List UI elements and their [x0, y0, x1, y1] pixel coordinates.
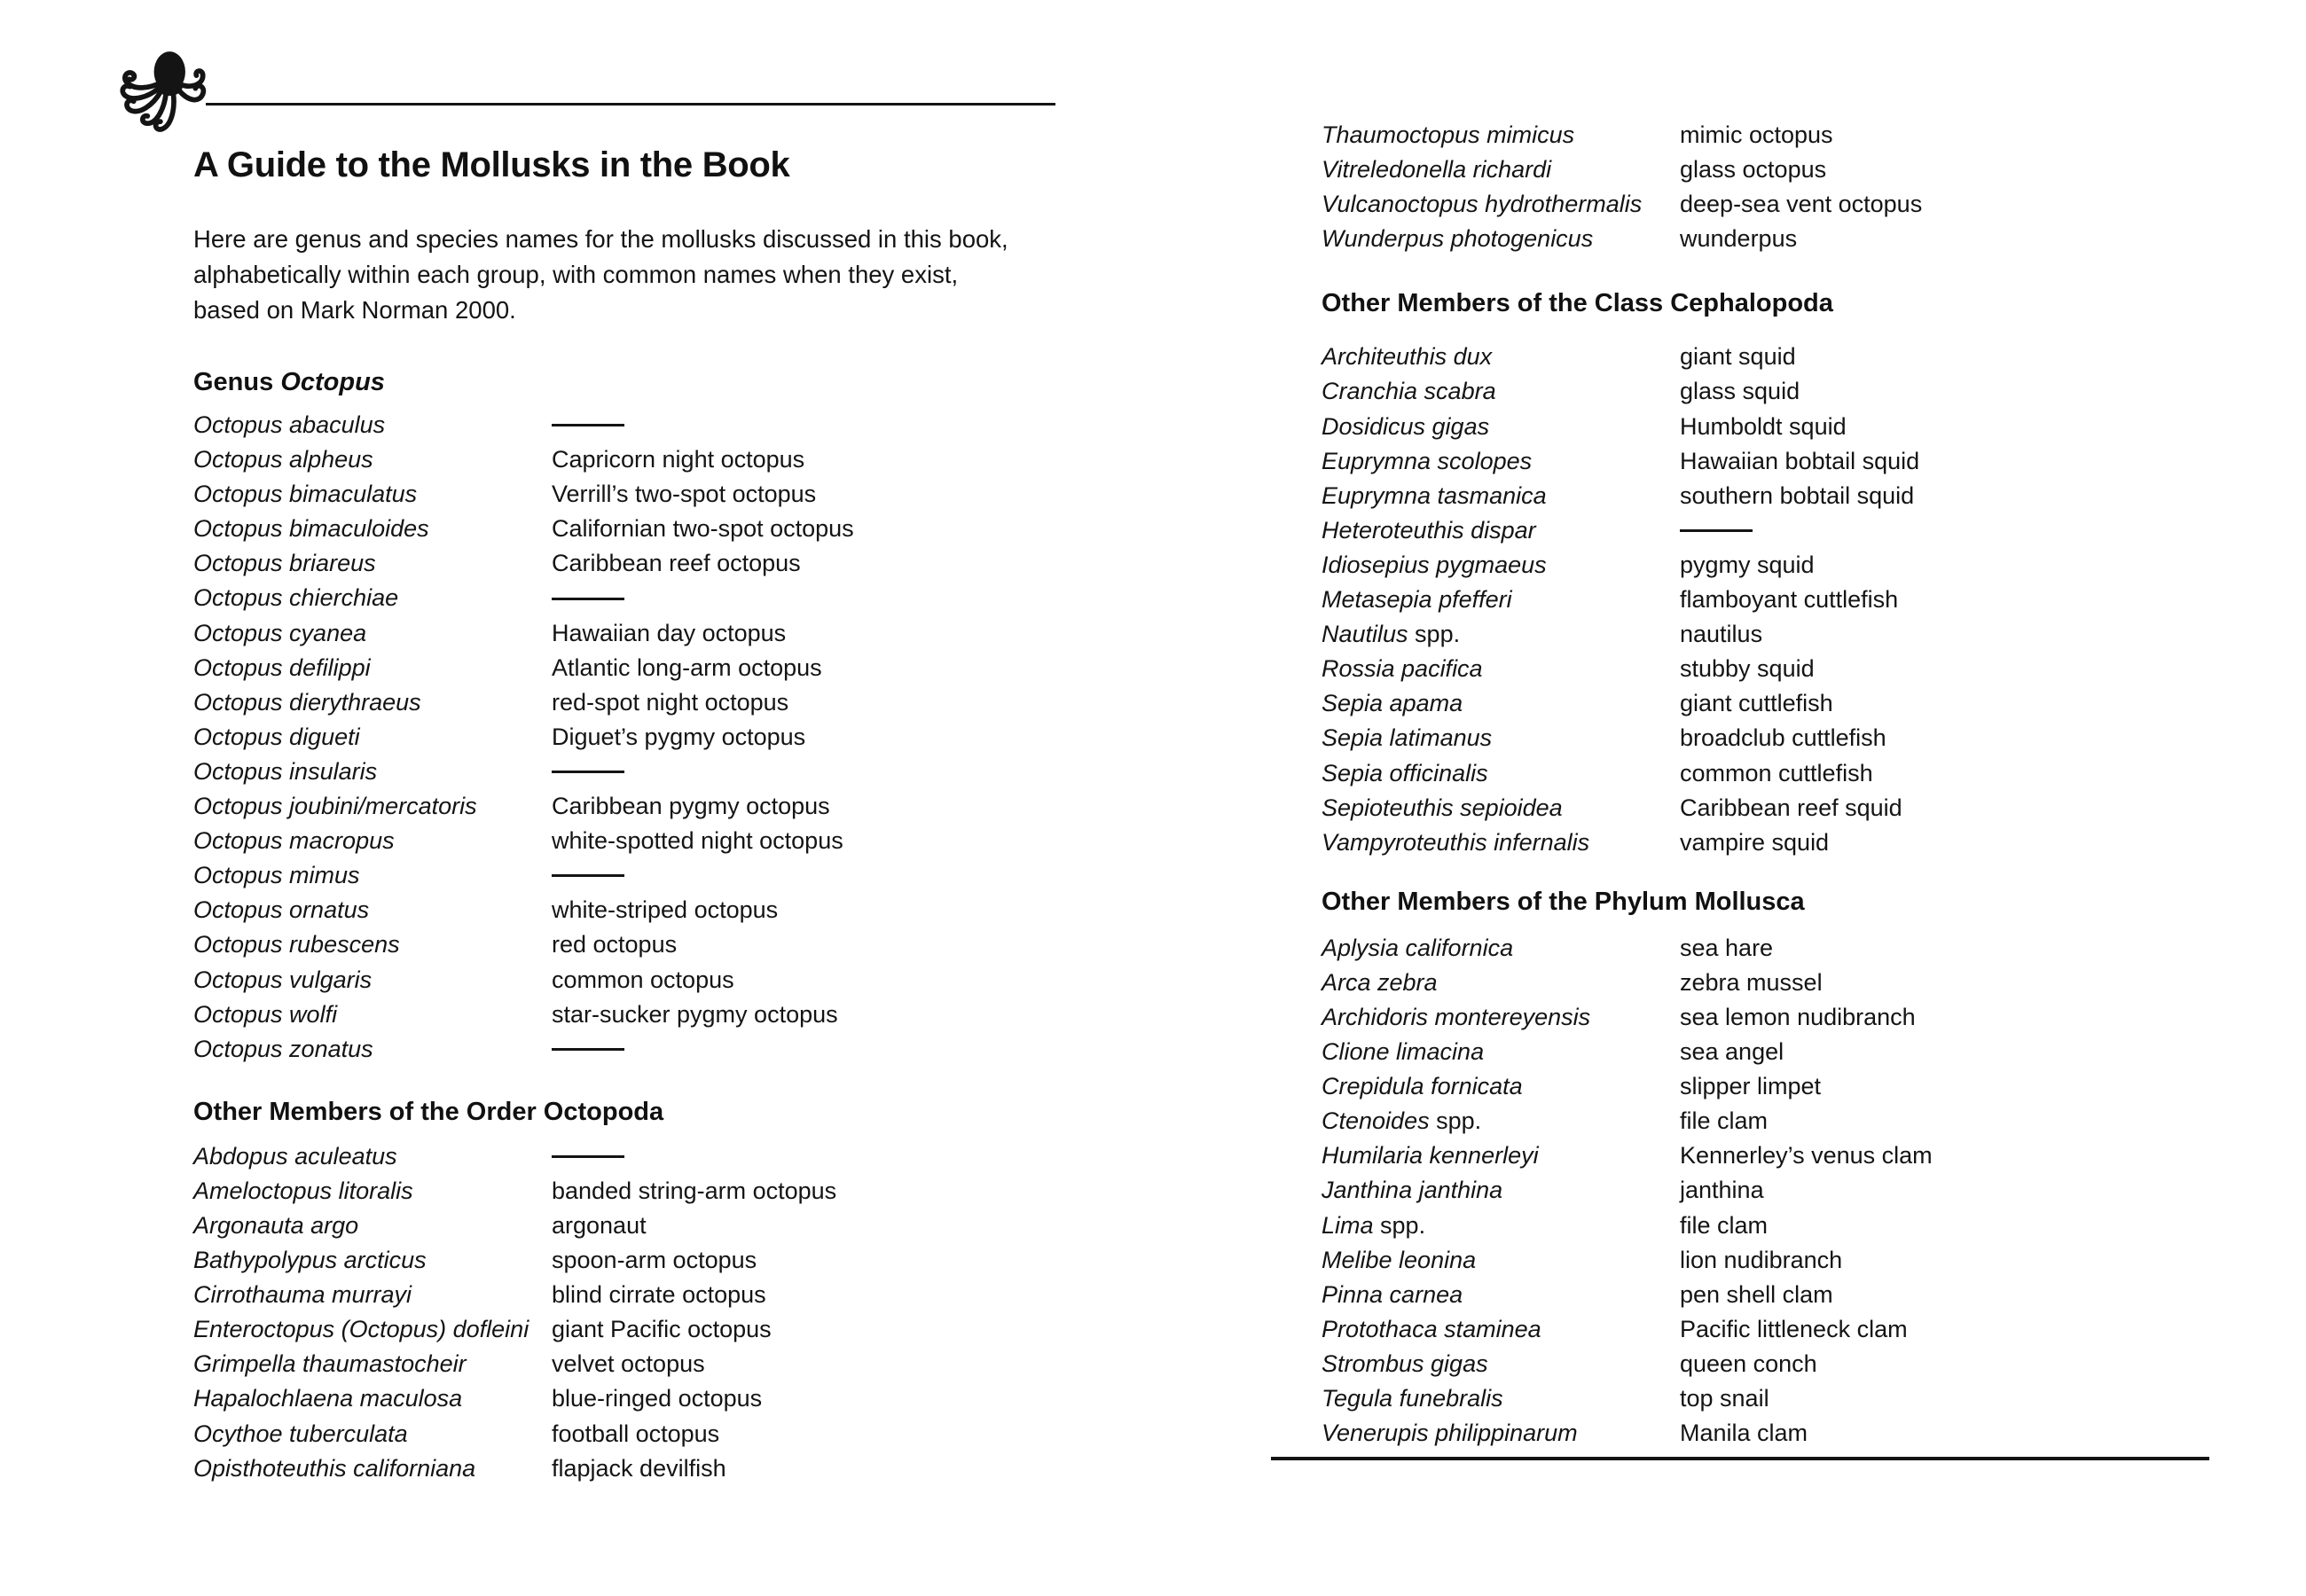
species-entry-row — [1322, 340, 2226, 374]
species-entry-row — [1322, 1347, 2226, 1381]
species-name — [193, 858, 552, 893]
common-name: vampire squid — [1680, 828, 1830, 856]
common-name: Caribbean pygmy octopus — [552, 793, 830, 820]
species-entry-row — [193, 581, 1151, 615]
species-entry-row — [1322, 1209, 2226, 1243]
common-name: Hawaiian bobtail squid — [1680, 447, 1920, 474]
species-name-italic: Vulcanoctopus hydrothermalis — [1322, 191, 1643, 218]
intro-paragraph — [193, 222, 1045, 328]
species-name — [193, 616, 552, 651]
species-name-italic: Crepidula fornicata — [1322, 1073, 1523, 1100]
species-entry-row — [193, 789, 1151, 824]
species-list-section — [1322, 288, 2226, 859]
species-entry-row — [1322, 118, 2226, 153]
species-name — [193, 1139, 552, 1174]
species-name-italic: Cirrothauma murrayi — [193, 1281, 412, 1309]
common-name: Hawaiian day octopus — [552, 619, 787, 646]
species-name-italic: Tegula funebralis — [1322, 1385, 1503, 1412]
species-name-italic: Cranchia scabra — [1322, 378, 1496, 405]
species-name — [193, 720, 552, 755]
common-name: janthina — [1680, 1177, 1764, 1204]
species-entry-row — [193, 616, 1151, 651]
species-list-section — [1322, 118, 2226, 256]
species-entry-row — [1322, 479, 2226, 513]
species-name — [193, 1278, 552, 1312]
species-list-section — [193, 1097, 1151, 1486]
species-name-italic: Enteroctopus (Octopus) dofleini — [193, 1316, 529, 1343]
species-name-roman-suffix: spp. — [1373, 1211, 1426, 1239]
species-entry-row — [193, 1451, 1151, 1486]
species-entry-row — [1322, 617, 2226, 652]
species-name-italic: Archidoris montereyensis — [1322, 1003, 1591, 1030]
species-name — [193, 893, 552, 927]
species-entry-row — [193, 1278, 1151, 1312]
species-name-italic: Melibe leonina — [1322, 1246, 1477, 1273]
species-name-italic: Thaumoctopus mimicus — [1322, 121, 1575, 148]
species-name-roman-suffix: spp. — [1408, 621, 1461, 648]
species-name-italic: Pinna carnea — [1322, 1280, 1463, 1308]
species-name — [1322, 187, 1680, 222]
species-name-italic: Aplysia californica — [1322, 934, 1514, 961]
common-name: lion nudibranch — [1680, 1246, 1843, 1273]
intro-line: alphabetically within each group, with common names when they exist, — [193, 261, 959, 288]
species-rows — [193, 408, 1151, 1067]
species-entry-row — [1322, 187, 2226, 222]
section-heading-text: Genus — [193, 368, 281, 396]
no-common-name-dash — [552, 598, 624, 600]
species-entry-row — [1322, 410, 2226, 444]
species-entry-row — [1322, 548, 2226, 583]
species-name — [1322, 583, 1680, 617]
common-name: flapjack devilfish — [552, 1454, 726, 1482]
species-entry-row — [1322, 825, 2226, 860]
species-name — [193, 1451, 552, 1486]
species-entry-row — [1322, 1069, 2226, 1104]
section-heading-italic-text: Octopus — [280, 368, 385, 396]
species-name — [193, 408, 552, 442]
page-title: A Guide to the Mollusks in the Book — [193, 145, 790, 184]
common-name: pen shell clam — [1680, 1280, 1833, 1308]
species-entry-row — [193, 927, 1151, 962]
species-entry-row — [193, 477, 1151, 512]
common-name: Diguet’s pygmy octopus — [552, 723, 806, 750]
species-rows — [1322, 340, 2226, 859]
species-name-italic: Octopus bimaculoides — [193, 515, 429, 543]
common-name: star-sucker pygmy octopus — [552, 1000, 838, 1028]
species-name — [193, 1312, 552, 1347]
common-name: giant Pacific octopus — [552, 1316, 772, 1343]
species-name-italic: Grimpella thaumastocheir — [193, 1350, 467, 1378]
common-name: mimic octopus — [1680, 121, 1833, 148]
species-entry-row — [193, 824, 1151, 858]
common-name: flamboyant cuttlefish — [1680, 586, 1899, 614]
no-common-name-dash — [552, 1155, 624, 1158]
section-heading-text: Other Members of the Order Octopoda — [193, 1097, 664, 1126]
common-name: Humboldt squid — [1680, 412, 1847, 440]
species-name — [1322, 1312, 1680, 1347]
section-heading — [1322, 288, 2226, 318]
species-entry-row — [1322, 1312, 2226, 1347]
common-name: nautilus — [1680, 621, 1763, 648]
species-entry-row — [193, 1032, 1151, 1067]
common-name: Caribbean reef squid — [1680, 794, 1902, 821]
common-name: Atlantic long-arm octopus — [552, 653, 822, 681]
common-name: Manila clam — [1680, 1420, 1808, 1447]
species-name-italic: Janthina janthina — [1322, 1177, 1503, 1204]
species-name — [1322, 1138, 1680, 1173]
species-entry-row — [1322, 513, 2226, 548]
species-entry-row — [193, 858, 1151, 893]
common-name: Kennerley’s venus clam — [1680, 1142, 1933, 1170]
species-entry-row — [1322, 1381, 2226, 1416]
species-name-italic: Octopus mimus — [193, 862, 360, 889]
species-entry-row — [1322, 966, 2226, 1000]
common-name: glass octopus — [1680, 156, 1827, 184]
species-name — [1322, 1347, 1680, 1381]
species-entry-row — [193, 546, 1151, 581]
common-name: deep-sea vent octopus — [1680, 191, 1923, 218]
species-name — [1322, 825, 1680, 860]
species-entry-row — [193, 963, 1151, 998]
species-entry-row — [1322, 1138, 2226, 1173]
species-entry-row — [1322, 1000, 2226, 1035]
common-name: zebra mussel — [1680, 968, 1823, 996]
species-name — [1322, 966, 1680, 1000]
common-name: queen conch — [1680, 1350, 1817, 1377]
species-entry-row — [193, 755, 1151, 789]
species-name-italic: Octopus defilippi — [193, 653, 371, 681]
species-name-italic: Octopus wolfi — [193, 1000, 338, 1028]
species-entry-row — [193, 720, 1151, 755]
common-name: Pacific littleneck clam — [1680, 1315, 1908, 1342]
common-name: football octopus — [552, 1420, 720, 1447]
no-common-name-dash — [552, 771, 624, 773]
species-name-italic: Nautilus — [1322, 621, 1408, 648]
species-entry-row — [193, 1209, 1151, 1243]
species-entry-row — [1322, 1243, 2226, 1278]
species-name-italic: Protothaca staminea — [1322, 1315, 1541, 1342]
species-name-italic: Euprymna scolopes — [1322, 447, 1533, 474]
right-column-sections — [1322, 118, 2226, 1451]
species-list-section — [193, 367, 1151, 1067]
common-name: common octopus — [552, 966, 734, 993]
species-name-italic: Clione limacina — [1322, 1038, 1485, 1066]
species-name — [1322, 374, 1680, 409]
species-entry-row — [1322, 756, 2226, 791]
species-name-italic: Octopus alpheus — [193, 446, 373, 473]
species-rows — [1322, 931, 2226, 1451]
species-name-italic: Argonauta argo — [193, 1211, 359, 1239]
species-rows — [1322, 118, 2226, 256]
species-name — [1322, 410, 1680, 444]
species-entry-row — [1322, 222, 2226, 256]
species-name — [1322, 1416, 1680, 1451]
species-entry-row — [1322, 374, 2226, 409]
common-name: broadclub cuttlefish — [1680, 724, 1886, 752]
species-name-italic: Euprymna tasmanica — [1322, 481, 1547, 509]
species-name-italic: Sepia officinalis — [1322, 759, 1488, 786]
species-entry-row — [1322, 153, 2226, 187]
species-entry-row — [193, 512, 1151, 546]
right-column — [1322, 0, 2226, 1451]
species-name — [1322, 1104, 1680, 1138]
common-name: spoon-arm octopus — [552, 1247, 757, 1274]
common-name: giant squid — [1680, 343, 1796, 371]
common-name: sea angel — [1680, 1038, 1784, 1066]
no-common-name-dash — [552, 874, 624, 877]
species-name — [1322, 222, 1680, 256]
species-name — [1322, 931, 1680, 966]
species-entry-row — [193, 1417, 1151, 1451]
species-name-italic: Ctenoides — [1322, 1107, 1430, 1135]
species-entry-row — [193, 998, 1151, 1032]
species-name — [1322, 1381, 1680, 1416]
species-name-italic: Architeuthis dux — [1322, 343, 1493, 371]
common-name: pygmy squid — [1680, 551, 1815, 578]
common-name: red-spot night octopus — [552, 688, 789, 716]
species-name-italic: Venerupis philippinarum — [1322, 1420, 1578, 1447]
common-name: top snail — [1680, 1385, 1769, 1412]
species-name-italic: Idiosepius pygmaeus — [1322, 551, 1547, 578]
common-name: Capricorn night octopus — [552, 446, 805, 473]
species-entry-row — [193, 1243, 1151, 1278]
species-entry-row — [193, 893, 1151, 927]
no-common-name-dash — [552, 424, 624, 426]
common-name: file clam — [1680, 1211, 1769, 1239]
common-name: slipper limpet — [1680, 1073, 1822, 1100]
species-name — [193, 1381, 552, 1416]
species-name — [193, 1347, 552, 1381]
species-name — [1322, 791, 1680, 825]
species-name-italic: Octopus ornatus — [193, 896, 370, 924]
species-name-italic: Lima — [1322, 1211, 1374, 1239]
species-name — [1322, 340, 1680, 374]
species-name — [193, 1243, 552, 1278]
species-name-italic: Wunderpus photogenicus — [1322, 225, 1594, 253]
species-name-italic: Rossia pacifica — [1322, 655, 1483, 683]
species-name-italic: Octopus vulgaris — [193, 966, 373, 993]
species-name-italic: Sepioteuthis sepioidea — [1322, 794, 1563, 821]
species-name — [1322, 118, 1680, 153]
species-name-italic: Opisthoteuthis californiana — [193, 1454, 476, 1482]
common-name: stubby squid — [1680, 655, 1815, 683]
species-name-italic: Vampyroteuthis infernalis — [1322, 828, 1590, 856]
species-name — [1322, 1000, 1680, 1035]
species-name-italic: Dosidicus gigas — [1322, 412, 1490, 440]
species-name — [1322, 1035, 1680, 1069]
species-entry-row — [1322, 791, 2226, 825]
common-name: white-striped octopus — [552, 896, 779, 924]
species-name — [1322, 756, 1680, 791]
species-name — [193, 998, 552, 1032]
section-heading — [193, 1097, 1151, 1127]
species-name — [193, 581, 552, 615]
common-name: blue-ringed octopus — [552, 1385, 763, 1412]
species-name-italic: Octopus digueti — [193, 723, 360, 750]
species-entry-row — [1322, 583, 2226, 617]
section-heading — [1322, 887, 2226, 917]
species-entry-row — [1322, 1278, 2226, 1312]
common-name: file clam — [1680, 1107, 1769, 1135]
species-name — [1322, 721, 1680, 755]
species-name — [193, 512, 552, 546]
species-name-italic: Octopus macropus — [193, 827, 395, 855]
species-name — [193, 927, 552, 962]
species-name — [193, 546, 552, 581]
species-name — [193, 755, 552, 789]
species-name-italic: Octopus zonatus — [193, 1035, 373, 1062]
common-name: glass squid — [1680, 378, 1800, 405]
intro-line: based on Mark Norman 2000. — [193, 296, 516, 324]
species-name-roman-suffix: spp. — [1429, 1107, 1482, 1135]
species-name — [1322, 617, 1680, 652]
species-name-italic: Octopus chierchiae — [193, 584, 399, 612]
species-entry-row — [1322, 444, 2226, 479]
common-name: wunderpus — [1680, 225, 1798, 253]
common-name: common cuttlefish — [1680, 759, 1873, 786]
species-name — [1322, 444, 1680, 479]
species-name-italic: Heteroteuthis dispar — [1322, 516, 1536, 544]
species-entry-row — [193, 1174, 1151, 1209]
species-name — [1322, 513, 1680, 548]
common-name: Californian two-spot octopus — [552, 515, 854, 543]
species-name — [193, 824, 552, 858]
section-heading-text: Other Members of the Phylum Mollusca — [1322, 887, 1805, 916]
species-name-italic: Octopus joubini/mercatoris — [193, 793, 477, 820]
species-name — [193, 1209, 552, 1243]
species-name-italic: Arca zebra — [1322, 968, 1438, 996]
species-name-italic: Vitreledonella richardi — [1322, 156, 1552, 184]
species-name-italic: Octopus rubescens — [193, 931, 400, 958]
species-name-italic: Metasepia pfefferi — [1322, 586, 1512, 614]
common-name: argonaut — [552, 1211, 647, 1239]
species-name — [193, 963, 552, 998]
common-name: Caribbean reef octopus — [552, 550, 801, 577]
common-name: white-spotted night octopus — [552, 827, 843, 855]
species-name — [193, 1417, 552, 1451]
species-name-italic: Sepia apama — [1322, 690, 1463, 717]
species-entry-row — [193, 1381, 1151, 1416]
species-name-italic: Bathypolypus arcticus — [193, 1247, 427, 1274]
species-entry-row — [193, 685, 1151, 720]
common-name: red octopus — [552, 931, 678, 958]
no-common-name-dash — [1680, 529, 1753, 532]
species-name — [193, 1032, 552, 1067]
species-name — [1322, 1209, 1680, 1243]
species-entry-row — [1322, 652, 2226, 686]
species-entry-row — [193, 442, 1151, 477]
species-name — [193, 789, 552, 824]
species-name-italic: Ocythoe tuberculata — [193, 1420, 408, 1447]
species-rows — [193, 1139, 1151, 1486]
left-column-sections — [193, 367, 1151, 1486]
common-name: velvet octopus — [552, 1350, 705, 1378]
species-name — [1322, 1243, 1680, 1278]
species-name — [193, 685, 552, 720]
species-entry-row — [193, 1347, 1151, 1381]
species-name-italic: Octopus insularis — [193, 757, 378, 785]
common-name: giant cuttlefish — [1680, 690, 1833, 717]
species-name — [193, 651, 552, 685]
intro-line: Here are genus and species names for the mollusks discussed in this book, — [193, 225, 1008, 253]
species-name-italic: Humilaria kennerleyi — [1322, 1142, 1539, 1170]
species-name — [1322, 1069, 1680, 1104]
no-common-name-dash — [552, 1048, 624, 1051]
species-entry-row — [193, 408, 1151, 442]
species-name — [193, 477, 552, 512]
species-name-italic: Octopus cyanea — [193, 619, 367, 646]
species-name — [1322, 1173, 1680, 1208]
species-name — [193, 1174, 552, 1209]
species-name-italic: Sepia latimanus — [1322, 724, 1493, 752]
section-heading-text: Other Members of the Class Cephalopoda — [1322, 289, 1833, 318]
species-name-italic: Hapalochlaena maculosa — [193, 1385, 463, 1412]
common-name: southern bobtail squid — [1680, 481, 1915, 509]
species-entry-row — [1322, 1416, 2226, 1451]
common-name: Verrill’s two-spot octopus — [552, 481, 817, 508]
species-entry-row — [1322, 931, 2226, 966]
species-name-italic: Octopus dierythraeus — [193, 688, 421, 716]
species-entry-row — [1322, 721, 2226, 755]
species-name — [1322, 1278, 1680, 1312]
species-entry-row — [1322, 686, 2226, 721]
common-name: sea hare — [1680, 934, 1774, 961]
species-entry-row — [193, 1139, 1151, 1174]
species-name-italic: Ameloctopus litoralis — [193, 1177, 413, 1204]
species-name — [1322, 479, 1680, 513]
species-entry-row — [193, 1312, 1151, 1347]
section-heading — [193, 367, 1151, 397]
species-name — [1322, 652, 1680, 686]
species-name-italic: Octopus abaculus — [193, 411, 386, 438]
common-name: blind cirrate octopus — [552, 1281, 766, 1309]
species-name-italic: Strombus gigas — [1322, 1350, 1488, 1377]
species-name-italic: Octopus briareus — [193, 550, 376, 577]
species-list-section — [1322, 887, 2226, 1451]
species-name — [193, 442, 552, 477]
species-entry-row — [1322, 1104, 2226, 1138]
footer-rule — [1271, 1457, 2209, 1460]
species-entry-row — [1322, 1035, 2226, 1069]
common-name: banded string-arm octopus — [552, 1177, 837, 1204]
left-column — [193, 0, 1151, 1486]
species-name — [1322, 686, 1680, 721]
species-entry-row — [193, 651, 1151, 685]
species-name-italic: Abdopus aculeatus — [193, 1142, 397, 1170]
species-name-italic: Octopus bimaculatus — [193, 481, 418, 508]
species-name — [1322, 548, 1680, 583]
species-name — [1322, 153, 1680, 187]
species-entry-row — [1322, 1173, 2226, 1208]
common-name: sea lemon nudibranch — [1680, 1003, 1916, 1030]
